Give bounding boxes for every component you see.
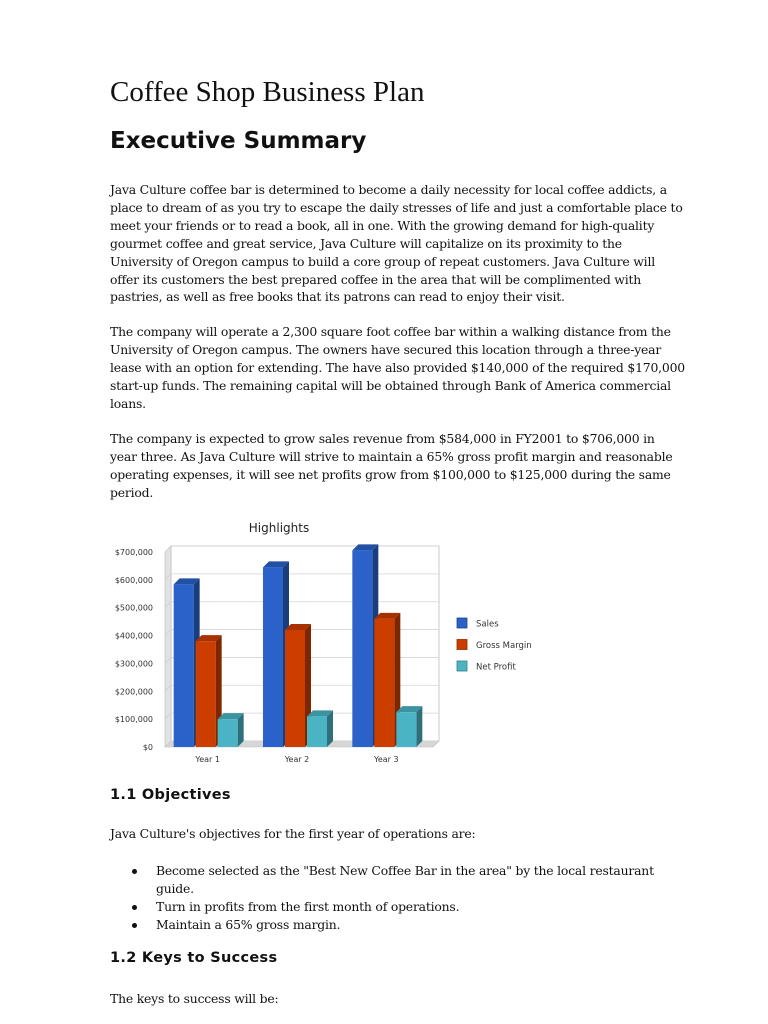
objective-item <box>110 916 710 934</box>
bar-sales <box>263 567 283 747</box>
bar-sales <box>352 550 372 747</box>
y-tick-label: $600,000 <box>114 575 153 585</box>
bar-gross-margin <box>196 641 216 747</box>
legend-label: Gross Margin <box>476 641 532 651</box>
heading-keys-to-success: 1.2 Keys to Success <box>110 950 278 966</box>
x-tick-label: Year 2 <box>284 755 310 764</box>
bullet-icon <box>132 869 137 874</box>
bar-sales <box>174 584 194 747</box>
bar-gross-margin <box>374 619 394 747</box>
objective-text: Maintain a 65% gross margin. <box>156 916 341 932</box>
chart-title: Highlights <box>248 521 310 535</box>
x-tick-label: Year 3 <box>374 755 399 764</box>
objective-text: Become selected as the "Best New Coffee Bar in the area" by the local restaurant <box>156 863 654 878</box>
bullet-icon <box>132 905 137 910</box>
bar-net-profit <box>307 716 327 747</box>
bullet-icon <box>132 923 137 928</box>
paragraph-line: University of Oregon campus. The owners have secured this location through a three-year <box>110 341 662 357</box>
paragraph-intro <box>110 181 700 306</box>
objectives-intro: Java Culture's objectives for the first year of operations are: <box>110 826 476 841</box>
paragraph-line: start-up funds. The remaining capital will be obtained through Bank of America commercial <box>110 377 671 393</box>
chart-side-wall <box>165 546 171 747</box>
objective-text: guide. <box>156 880 194 896</box>
paragraph-line: Java Culture coffee bar is determined to become a daily necessity for local coffee addicts, a <box>110 182 667 197</box>
document-title: Coffee Shop Business Plan <box>110 76 425 108</box>
heading-objectives: 1.1 Objectives <box>110 787 231 803</box>
bar-gross-margin <box>285 630 305 747</box>
y-tick-label: $400,000 <box>114 631 153 641</box>
paragraph-line: year three. As Java Culture will strive to maintain a 65% gross profit margin and reasonable <box>110 448 673 464</box>
y-tick-label: $500,000 <box>114 603 153 613</box>
objectives-list <box>110 862 710 934</box>
objective-item <box>110 862 710 898</box>
bar-side-net-profit <box>327 710 333 747</box>
paragraph-line: gourmet coffee and great service, Java Culture will capitalize on its proximity to the <box>110 235 622 251</box>
paragraph-line: loans. <box>110 395 146 411</box>
x-tick-label: Year 1 <box>195 755 220 764</box>
objective-text: Turn in profits from the first month of operations. <box>156 898 460 914</box>
bar-net-profit <box>218 719 238 747</box>
paragraph-financials <box>110 430 700 502</box>
y-tick-label: $200,000 <box>114 687 153 697</box>
legend-label: Net Profit <box>476 662 516 673</box>
paragraph-line: period. <box>110 484 154 500</box>
legend-swatch <box>457 618 467 628</box>
legend-label: Sales <box>476 619 499 630</box>
paragraph-line: The company is expected to grow sales revenue from $584,000 in FY2001 to $706,000 in <box>110 431 655 446</box>
paragraph-line: operating expenses, it will see net profits grow from $100,000 to $125,000 during the same <box>110 466 671 482</box>
legend-swatch <box>457 661 467 671</box>
bar-net-profit <box>396 712 416 747</box>
highlights-chart <box>108 514 548 774</box>
legend-swatch <box>457 640 467 650</box>
paragraph-line: meet your friends or to read a book, all in one. With the growing demand for high-quality <box>110 217 655 233</box>
paragraph-line: pastries, as well as free books that its patrons can read to enjoy their visit. <box>110 289 565 305</box>
paragraph-location <box>110 323 700 413</box>
keys-intro: The keys to success will be: <box>110 991 279 1006</box>
y-tick-label: $100,000 <box>114 715 153 725</box>
y-tick-label: $0 <box>142 743 153 752</box>
paragraph-line: offer its customers the best prepared coffee in the area that will be complimented with <box>110 271 642 287</box>
section-title-executive-summary: Executive Summary <box>110 128 367 154</box>
objective-item <box>110 898 710 916</box>
y-tick-label: $700,000 <box>114 548 153 557</box>
paragraph-line: The company will operate a 2,300 square foot coffee bar within a walking distance from the <box>110 324 671 339</box>
paragraph-line: University of Oregon campus to build a core group of repeat customers. Java Culture will <box>110 253 655 269</box>
y-tick-label: $300,000 <box>114 659 153 669</box>
paragraph-line: place to dream of as you try to escape the daily stresses of life and just a comfortable place to <box>110 199 683 215</box>
paragraph-line: lease with an option for extending. The have also provided $140,000 of the required $170,000 <box>110 359 685 375</box>
bar-side-net-profit <box>416 706 422 747</box>
